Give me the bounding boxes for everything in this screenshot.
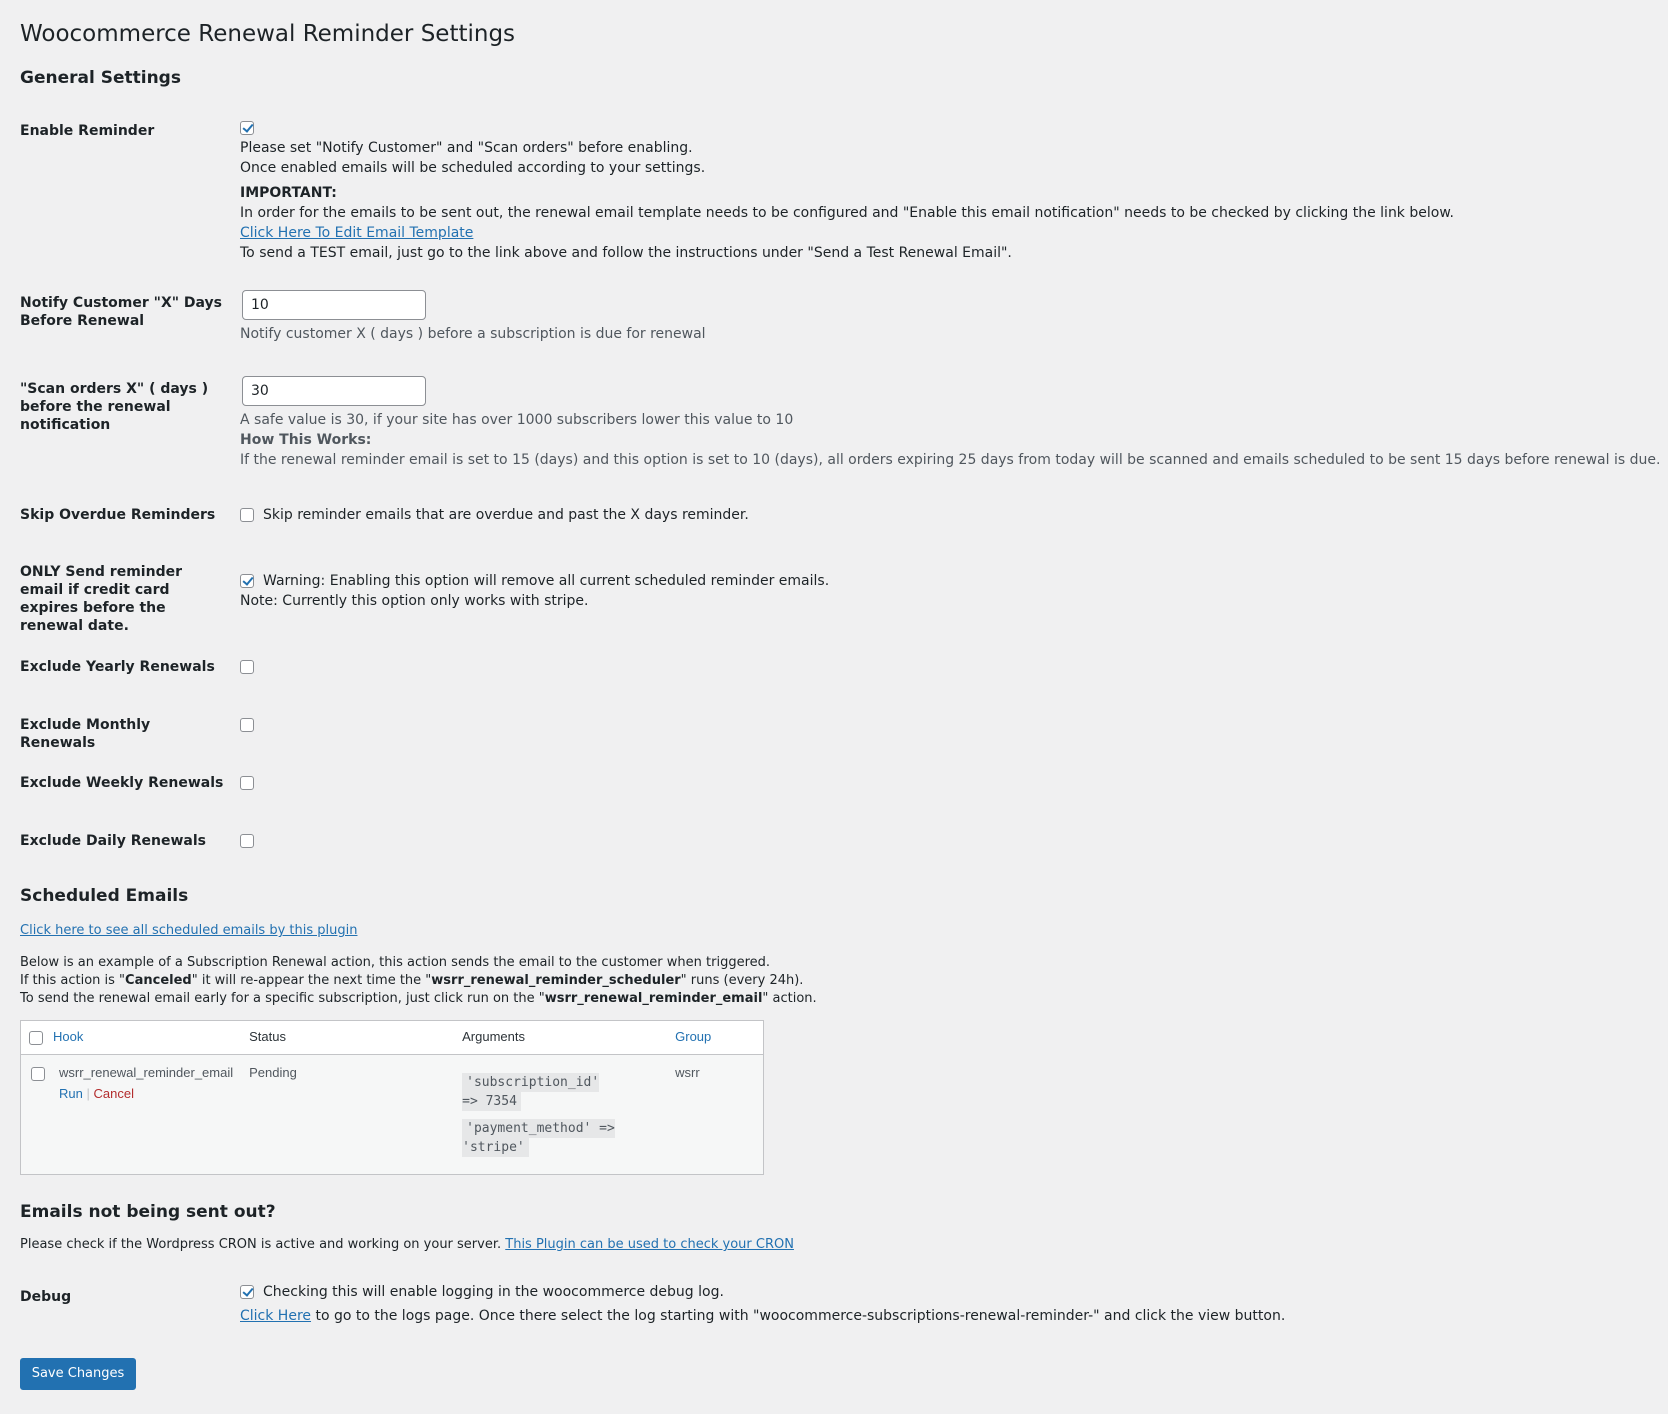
row-group: wsrr: [675, 1065, 700, 1080]
see-all-scheduled-wrapper: [20, 922, 357, 940]
cancel-action-link[interactable]: Cancel: [93, 1085, 134, 1101]
debug-text: Checking this will enable logging in the woocommerce debug log.: [263, 1284, 724, 1300]
scheduled-emails-heading: Scheduled Emails: [20, 886, 189, 906]
argument-subscription-id: 'subscription_id' => 7354: [462, 1075, 600, 1109]
cron-text: Please check if the Wordpress CRON is active and working on your server. This Plugin can be used to check your CRON: [20, 1237, 794, 1252]
enable-reminder-line1: Please set "Notify Customer" and "Scan orders" before enabling.: [240, 140, 693, 156]
row-arguments: [454, 1055, 667, 1175]
exclude-weekly-label: Exclude Weekly Renewals: [20, 775, 224, 791]
exclude-daily-field: [240, 831, 254, 851]
credit-card-checkbox[interactable]: [240, 574, 254, 588]
enable-reminder-label: Enable Reminder: [20, 123, 155, 139]
general-settings-heading: General Settings: [20, 68, 181, 88]
how-this-works-text: If the renewal reminder email is set to 15 (days) and this option is set to 10 (days), all orders expiring 25 days from today will be scanned and emails scheduled to be sent 15 days before renewal is due.: [240, 452, 1661, 468]
enable-reminder-field: [240, 118, 1454, 263]
test-email-text: To send a TEST email, just go to the link above and follow the instructions under "Send a Test Renewal Email".: [240, 245, 1012, 261]
scan-days-description: A safe value is 30, if your site has over 1000 subscribers lower this value to 10: [240, 412, 794, 428]
scan-days-label: "Scan orders X" ( days ) before the renewal notification: [20, 381, 209, 433]
scan-days-input[interactable]: 30: [242, 376, 426, 406]
notify-days-input[interactable]: 10: [242, 290, 426, 320]
group-column-header[interactable]: [667, 1021, 763, 1055]
debug-instructions: to go to the logs page. Once there select the log starting with "woocommerce-subscriptions-renewal-reminder-" and click the view button.: [311, 1308, 1286, 1324]
debug-checkbox[interactable]: [240, 1285, 254, 1299]
table-header-row: [21, 1021, 764, 1055]
exclude-weekly-checkbox[interactable]: [240, 776, 254, 790]
hook-sort-link[interactable]: Hook: [53, 1029, 84, 1045]
exclude-monthly-field: [240, 715, 254, 735]
exclude-yearly-field: [240, 657, 254, 677]
hook-column-header[interactable]: [21, 1021, 242, 1055]
scheduled-actions-table: [20, 1020, 764, 1175]
how-this-works-label: How This Works:: [240, 432, 372, 448]
status-column-header: Status: [249, 1029, 286, 1045]
exclude-yearly-checkbox[interactable]: [240, 660, 254, 674]
exclude-weekly-field: [240, 773, 254, 793]
skip-overdue-checkbox[interactable]: [240, 508, 254, 522]
emails-not-sent-heading: Emails not being sent out?: [20, 1202, 276, 1222]
save-changes-button[interactable]: Save Changes: [20, 1358, 136, 1390]
credit-card-label: ONLY Send reminder email if credit card expires before the renewal date.: [20, 564, 182, 634]
select-all-checkbox[interactable]: [29, 1031, 43, 1045]
hook-name: wsrr_renewal_reminder_email: [59, 1065, 234, 1080]
enable-reminder-line2: Once enabled emails will be scheduled according to your settings.: [240, 160, 706, 176]
notify-days-label: Notify Customer "X" Days Before Renewal: [20, 295, 223, 329]
row-actions: Run | Cancel: [59, 1085, 134, 1101]
row-checkbox[interactable]: [31, 1067, 45, 1081]
exclude-yearly-label: Exclude Yearly Renewals: [20, 659, 215, 675]
scheduled-line2: If this action is "Canceled" it will re-appear the next time the "wsrr_renewal_reminder_scheduler" runs (every 24h).: [20, 973, 804, 988]
scheduled-line3: To send the renewal email early for a specific subscription, just click run on the "wsrr_renewal_reminder_email" action.: [20, 991, 817, 1006]
arguments-column-header: Arguments: [462, 1029, 525, 1045]
run-action-link[interactable]: Run: [59, 1085, 83, 1101]
debug-label: Debug: [20, 1289, 72, 1305]
table-row: [21, 1055, 764, 1175]
skip-overdue-text: Skip reminder emails that are overdue and past the X days reminder.: [263, 507, 749, 523]
important-label: IMPORTANT:: [240, 185, 337, 201]
exclude-daily-label: Exclude Daily Renewals: [20, 833, 206, 849]
argument-payment-method: 'payment_method' => 'stripe': [462, 1121, 615, 1155]
group-sort-link[interactable]: Group: [675, 1029, 712, 1045]
exclude-monthly-checkbox[interactable]: [240, 718, 254, 732]
notify-days-field: [240, 290, 706, 344]
exclude-daily-checkbox[interactable]: [240, 834, 254, 848]
skip-overdue-label: Skip Overdue Reminders: [20, 507, 216, 523]
credit-card-note: Note: Currently this option only works with stripe.: [240, 593, 589, 609]
exclude-monthly-label: Exclude Monthly Renewals: [20, 717, 151, 751]
scheduled-line1: Below is an example of a Subscription Renewal action, this action sends the email to the customer when triggered.: [20, 955, 771, 970]
row-status: Pending: [249, 1065, 297, 1080]
edit-email-template-link[interactable]: Click Here To Edit Email Template: [240, 225, 474, 241]
important-text: In order for the emails to be sent out, the renewal email template needs to be configured and "Enable this email notification" needs to be checked by clicking the link below.: [240, 205, 1454, 221]
see-all-scheduled-link[interactable]: Click here to see all scheduled emails by this plugin: [20, 923, 358, 938]
scan-days-field: [240, 376, 1660, 470]
cron-check-plugin-link[interactable]: This Plugin can be used to check your CRON: [505, 1237, 794, 1252]
credit-card-field: [240, 571, 829, 611]
notify-days-description: Notify customer X ( days ) before a subscription is due for renewal: [240, 326, 706, 342]
enable-reminder-checkbox[interactable]: [240, 121, 254, 135]
page-title: Woocommerce Renewal Reminder Settings: [20, 21, 516, 47]
logs-page-link[interactable]: Click Here: [240, 1308, 312, 1324]
debug-field: [240, 1282, 1285, 1326]
credit-card-warning: Warning: Enabling this option will remove all current scheduled reminder emails.: [263, 573, 830, 589]
skip-overdue-field: [240, 505, 749, 525]
